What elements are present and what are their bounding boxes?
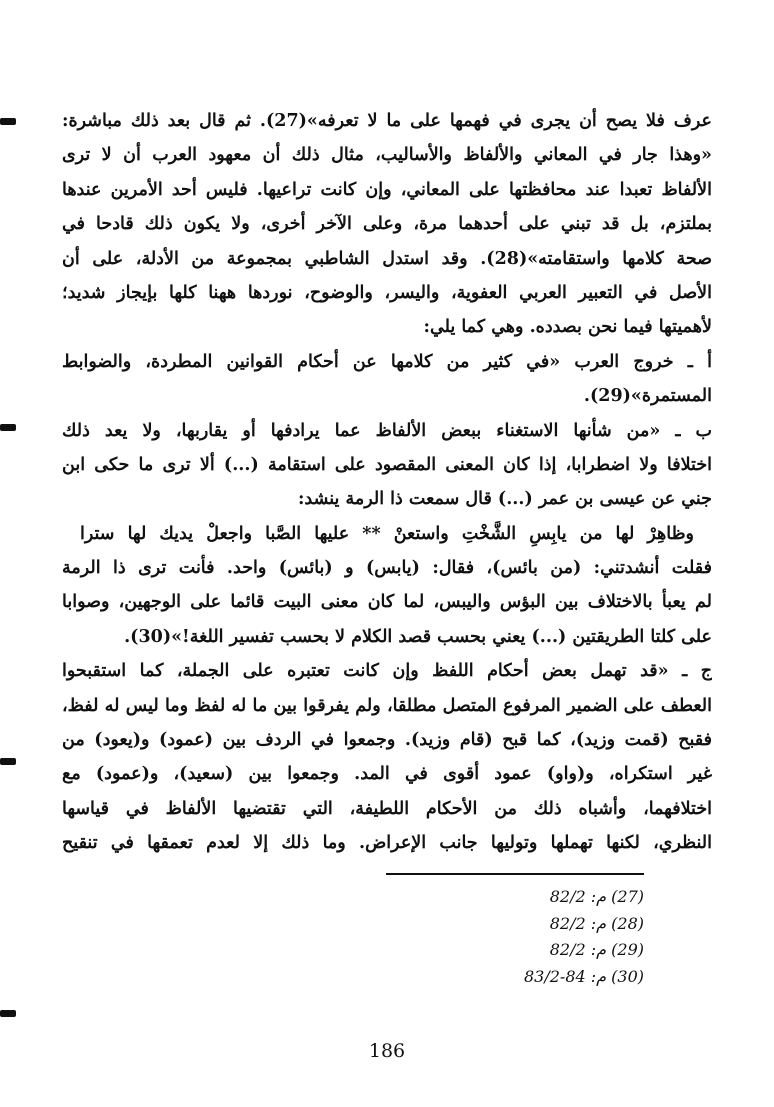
text-line-item-a: أ ـ خروج العرب «في كثير من كلامها عن أحكام القوانين المطردة، والضوابط (62, 351, 712, 372)
text-line: غير استكراه، و(واو) عمود أقوى في المد. وجمعوا بين (سعيد)، و(عمود) مع (62, 764, 712, 785)
text-line: فقلت أنشدتني: (من بائس)، فقال: (يابس) و (بائس) واحد. فأنت ترى ذا الرمة (62, 558, 712, 579)
footnote-29: (29) م: 82/2 (549, 940, 644, 959)
binding-mark-top (0, 118, 16, 125)
text-line: لم يعبأ بالاختلاف بين البؤس واليبس، لما كان معنى البيت قائما على الوجهين، وصوابا (62, 592, 712, 613)
binding-mark-lower (0, 758, 16, 765)
text-line: اختلافا ولا اضطرابا، إذا كان المعنى المقصود على استقامة (...) ألا ترى ما حكى ابن (62, 454, 712, 475)
text-line: صحة كلامها واستقامته»(28). وقد استدل الشاطبي بمجموعة من الأدلة، على أن (62, 248, 712, 269)
footnote-28: (28) م: 82/2 (549, 913, 644, 933)
text-line: لأهميتها فيما نحن بصدده. وهي كما يلي: (423, 317, 712, 338)
text-line: المستمرة»(29). (583, 386, 712, 407)
text-line: على كلتا الطريقتين (...) يعني بحسب قصد الكلام لا بحسب تفسير اللغة!»(30). (124, 626, 712, 647)
poetry-verse: وظاهِرْ لها من يابِسِ الشَّخْتِ واستعنْ ** عليها الصَّبا واجعلْ يديك لها سترا (80, 523, 694, 544)
text-line: اختلافهما، وأشباه ذلك من الأحكام اللطيفة، التي تقتضيها الألفاظ في قياسها (62, 798, 712, 819)
text-line: بملتزم، بل قد تبني على أحدهما مرة، وعلى الآخر أخرى، ولا يكون ذلك قادحا في (62, 214, 712, 235)
text-line-item-b: ب ـ «من شأنها الاستغناء ببعض الألفاظ عما يرادفها أو يقاربها، ولا يعد ذلك (62, 420, 712, 441)
footnotes (344, 884, 644, 990)
footnote-separator (386, 873, 644, 875)
text-line: عرف فلا يصح أن يجرى في فهمها على ما لا تعرفه»(27). ثم قال بعد ذلك مباشرة: (62, 111, 712, 131)
text-line: النظري، لكنها تهملها وتوليها جانب الإعراض. وما ذلك إلا لعدم تعمقها في تنقيح (62, 833, 712, 854)
text-line: العطف على الضمير المرفوع المتصل مطلقا، ولم يفرقوا بين ما له لفظ وما ليس له لفظ، (62, 695, 712, 716)
text-line: «وهذا جار في المعاني والألفاظ والأساليب، مثال ذلك أن معهود العرب أن لا ترى (62, 145, 712, 166)
binding-mark-bottom (0, 1010, 16, 1017)
text-line: فقبح (قمت وزيد)، كما قبح (قام وزيد). وجمعوا في الردف بين (عمود) و(يعود) من (62, 730, 712, 751)
footnote-27: (27) م: 82/2 (549, 887, 644, 906)
main-text (62, 104, 712, 861)
binding-mark-mid (0, 424, 16, 431)
text-line: الأصل في التعبير العربي العفوية، واليسر، والوضوح، نوردها ههنا كلها بإيجاز شديد؛ (62, 282, 712, 303)
text-line: الألفاظ تعبدا عند محافظتها على المعاني، وإن كانت تراعيها. فليس أحد الأمرين عندها (62, 179, 712, 200)
text-line-item-c: ج ـ «قد تهمل بعض أحكام اللفظ وإن كانت تعتبره على الجملة، كما استقبحوا (62, 661, 712, 682)
text-line: جني عن عيسى بن عمر (...) قال سمعت ذا الرمة ينشد: (297, 489, 712, 510)
page-number: 186 (368, 1040, 406, 1062)
footnote-30: (30) م: 84-83/2 (523, 966, 644, 986)
